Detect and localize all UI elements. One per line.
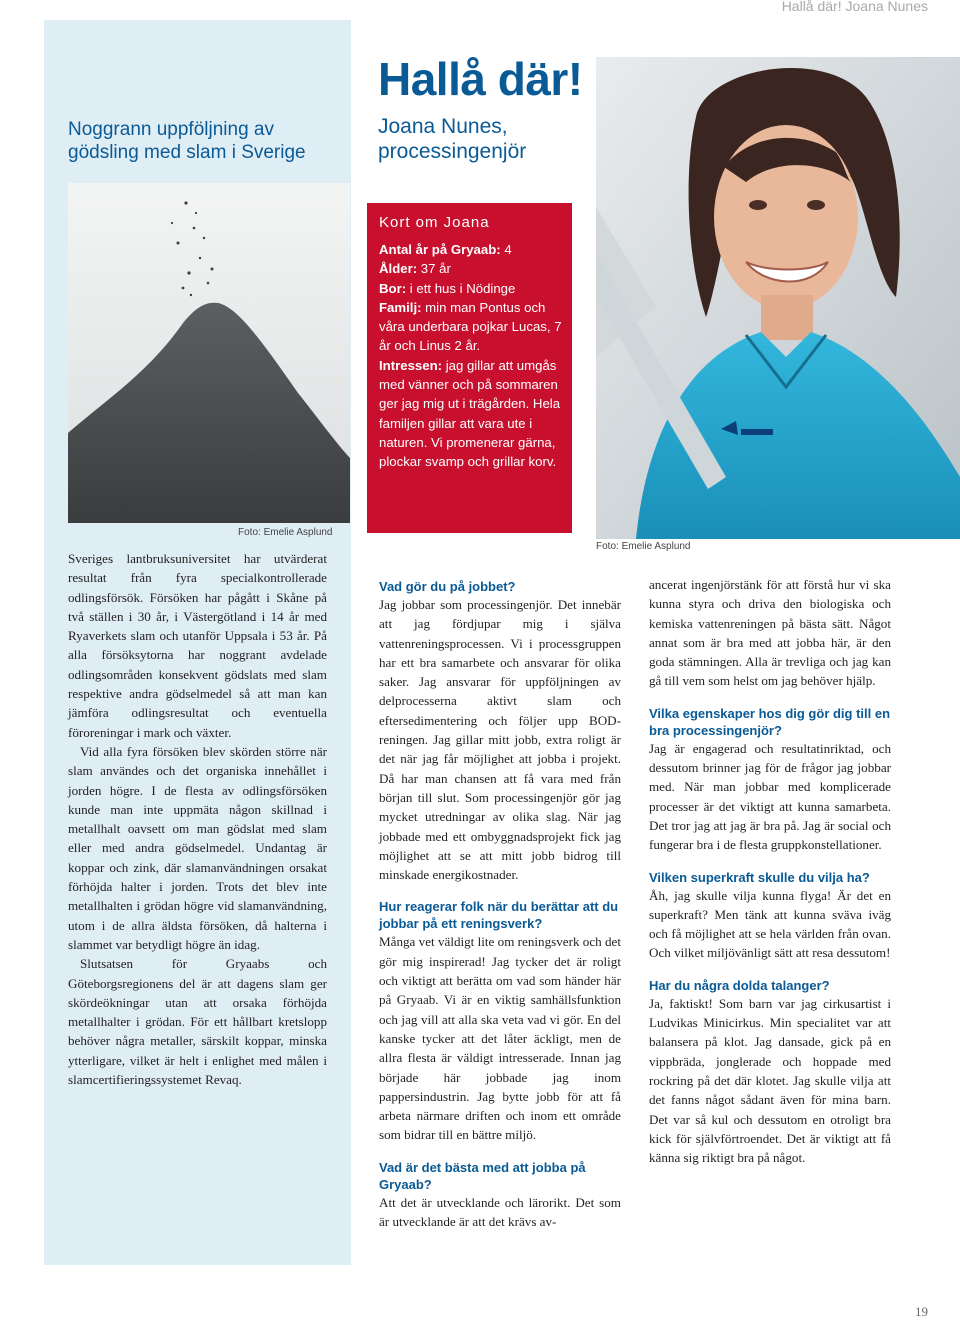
sidebar-title: Noggrann uppföljning av gödsling med slam i Sverige [68, 119, 306, 163]
fact-label: Intressen: [379, 357, 443, 373]
question-heading: Vilka egenskaper hos dig gör dig till en bra processingenjör? [649, 705, 891, 738]
page-number: 19 [915, 1304, 928, 1319]
fact-value: 4 [500, 242, 512, 257]
sidebar-photo-credit: Foto: Emelie Asplund [238, 527, 333, 538]
fact-value: i ett hus i Nödinge [406, 280, 516, 296]
answer-text: Att det är utvecklande och lärorikt. Det som är utvecklande är att det krävs av- [379, 1194, 621, 1230]
page-title: Hallå där! [378, 53, 583, 105]
fact-label: Ålder: [379, 261, 418, 277]
interview-column-2 [649, 575, 891, 1167]
running-header: Hallå där! Joana Nunes [781, 0, 928, 14]
portrait-photo [596, 57, 960, 539]
sidebar-paragraph: Slutsatsen för Gryaabs och Göteborgsregionens del är att dagens slam ger skördeökningar utan att orsaka förhöjda metallhalter i grödan. För ett hållbart kretslopp behöver några metaller, särskilt koppar, minska ytterligare, vilket är helt i enlighet med målen i slamcertifieringssystemet Revaq. [68, 956, 327, 1088]
fact-value: 37 år [417, 261, 451, 277]
question-heading: Vad är det bästa med att jobba på Gryaab? [379, 1159, 586, 1192]
question-heading: Vilken superkraft skulle du vilja ha? [649, 869, 870, 885]
answer-text: Jag är engagerad och resultatinriktad, och dessutom brinner jag för de frågor jag jobbar med. När man jobbar med komplicerade processer är det viktigt att kunna samarbeta. Det tror jag att jag är bra på. Jag är social och fungerar bra i de flesta gruppkonstellationer. [649, 740, 891, 853]
page-subtitle: Joana Nunes, processingenjör [378, 115, 527, 163]
answer-text: Ja, faktiskt! Som barn var jag cirkusartist i Ludvikas Minicirkus. Min specialitet var att balansera på klot. Jag dansade, gick på en vippbräda, jonglerade och hoppade med rockring på det där klotet. Jag skulle vilja att det fanns något sådant även för mina barn. Det var så kul och dessutom en otroligt bra kick för självförtroendet. Det är viktigt att få känna sig riktigt bra på något. [649, 995, 891, 1166]
answer-text: Många vet väldigt lite om reningsverk och det gör mig inspirerad! Jag tycker det är roligt och viktigt att berätta om vad som händer här på Gryaab. Vi är en viktig samhällsfunktion och jag vill att alla ska veta vad vi gör. En del kanske tycker att det låter äckligt, men de allra flesta är väldigt intresserade. Innan jag började här jobbade jag inom pappersindustrin. Jag bytte jobb för att få arbeta närmare driften och inom ett område som bidrar till en bättre miljö. [379, 934, 621, 1143]
fact-box [367, 203, 572, 533]
answer-text: Åh, jag skulle vilja kunna flyga! Är det en superkraft? Men tänk att kunna sväva iväg och få möjlighet att se hela världen från ovan. Och vilket miljövänligt sätt att resa dessutom! [649, 887, 891, 961]
sludge-heap-photo [68, 183, 350, 523]
question-heading: Vad gör du på jobbet? [379, 579, 516, 594]
fact-label: Bor: [379, 280, 407, 296]
fact-box-body [379, 240, 567, 472]
sidebar-paragraph: Vid alla fyra försöken blev skörden större när slam användes och det organiska innehållet i jorden högre. I de flesta av odlingsförsöken kunde man inte uppmäta någon skillnad i metallhalt oavsett om man gödslat med slam eller med andra gödselmedel. Undantag är koppar och zink, där slamanvändningen orsakat förhöjda halter i jorden. Trots det blev inte metallhalten i grödan högre vid slamanvändning, utom i de allra äldsta försöken, då halterna i slammet var betydligt högre än idag. [68, 743, 327, 952]
question-heading: Hur reagerar folk när du berättar att du jobbar på ett reningsverk? [379, 899, 619, 932]
answer-text: ancerat ingenjörstänk för att förstå hur vi ska kunna styra och driva den biologiska och kemiska vattenreningen på bästa sätt. Något annat som är bra med att jobba här, är den goda stämningen. Alla är trevliga och jag kan gå till vem som helst om jag behöver hjälp. [649, 577, 891, 689]
portrait-photo-credit: Foto: Emelie Asplund [596, 541, 691, 552]
fact-value: jag gillar att umgås med vänner och på sommaren ger jag mig ut i trägården. Hela familjen gillar att vara ute i naturen. Vi promenerar gärna, plockar svamp och grillar korv. [379, 357, 561, 470]
fact-value: min man Pontus och våra underbara pojkar Lucas, 7 år och Linus 2 år. [379, 299, 562, 354]
fact-label: Antal år på Gryaab: [379, 242, 501, 257]
sidebar-article [68, 549, 327, 1089]
interview-column-1 [379, 578, 621, 1231]
fact-box-heading: Kort om Joana [379, 214, 490, 231]
question-heading: Har du några dolda talanger? [649, 977, 830, 993]
fact-label: Familj: [379, 299, 422, 315]
answer-text: Jag jobbar som processingenjör. Det innebär att jag fördjupar mig i själva vattenreningsprocessen. Vi i processgruppen har ett bra samarbete och ansvarar för olika saker. Jag ansvarar för uppföljningen av delprocesserna aktivt slam och eftersedimentering och följer upp BOD-reningen. Jag gillar mitt jobb, extra roligt är det när jag får möjlighet att jobba i projekt. Då har man chansen att få vara med från början till slut. Som processingenjör gör jag mycket utredningar av olika slag. När jag jobbade med ett ombyggnadsprojekt fick jag möjlighet att se att mitt jobb bidrog till minskade energikostnader. [379, 597, 621, 883]
sidebar-paragraph: Sveriges lantbruksuniversitet har utvärderat resultat från fyra specialkontrollerade odlingsförsök. Försöken har pågått i Skåne på två ställen i 30 år, i Västergötland i 14 år med Ryaverkets slam och utanför Uppsala i 53 år. På alla försöksytorna har noggrant avdelade odlingsområden konsekvent gödslats med slam respektive andra gödselmedel så att man kan jämföra odlingsresultat och eventuella föroreningar i mark och växter. [68, 551, 327, 740]
